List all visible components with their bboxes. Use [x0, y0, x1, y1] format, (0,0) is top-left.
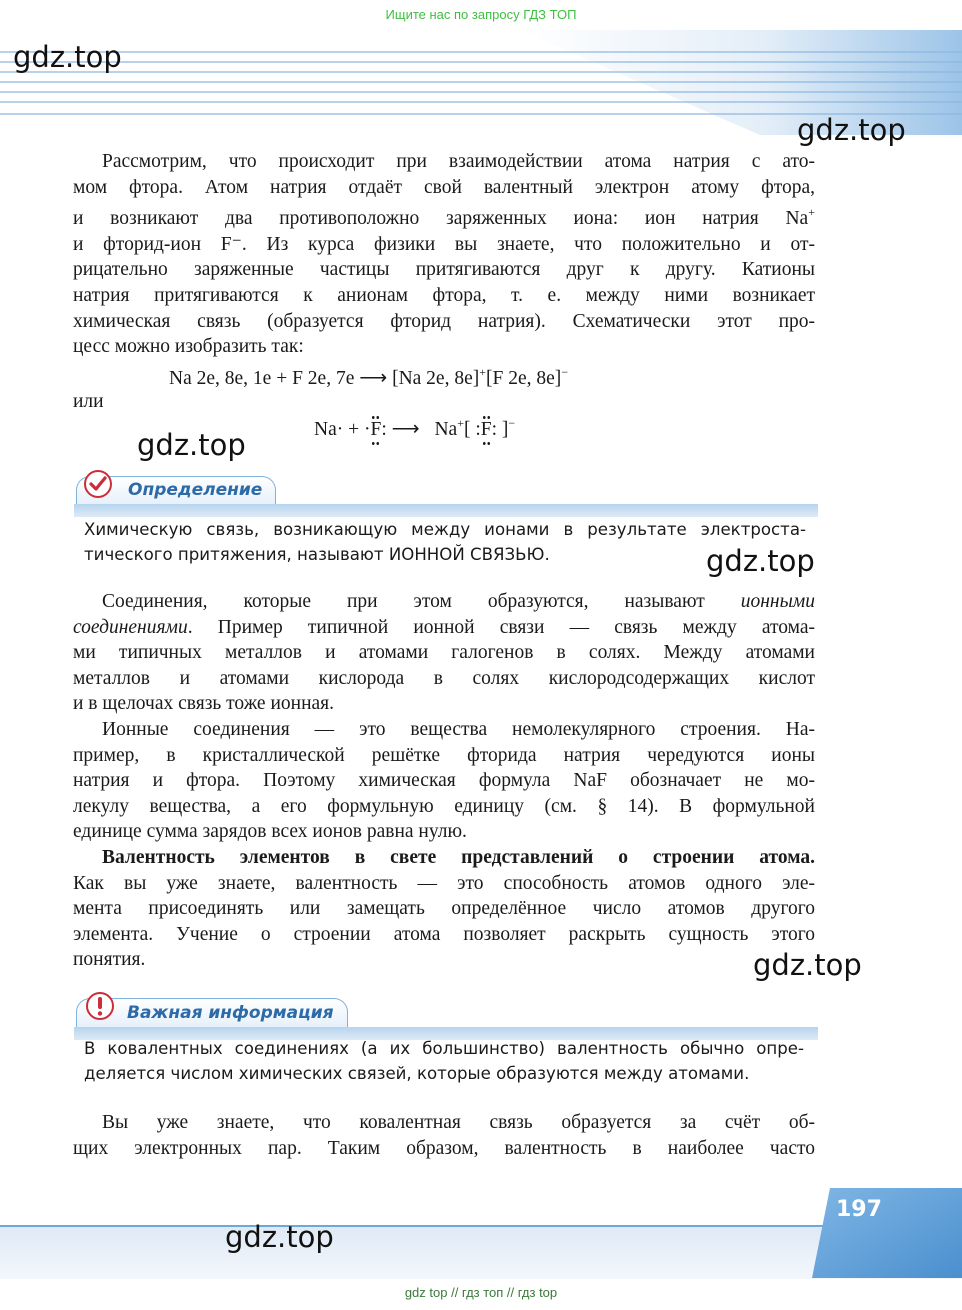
watermark: gdz.top [225, 1220, 334, 1254]
italic-term: соединениями [73, 616, 188, 638]
plus-sign: + [348, 419, 360, 440]
text-line: В ковалентных соединениях (а их большинство) валентность обычно опре- [84, 1039, 804, 1058]
fluoride-dot-structure: [ :F: ] [464, 419, 509, 440]
arrow-icon: ⟶ [359, 368, 388, 389]
page-number: 197 [836, 1197, 882, 1222]
equation-right-na: [Na 2e, 8e] [392, 368, 480, 389]
section-heading: Валентность элементов в свете представлений о строении атома. [102, 847, 815, 868]
text-line: понятия. [73, 949, 146, 971]
text-line: элемента. Учение о строении атома позволяет раскрыть сущность этого [73, 923, 815, 945]
text-line: натрия и фтора. Поэтому химическая формула NaF обозначает не мо- [73, 770, 815, 792]
important-title: Важная информация [127, 1003, 334, 1023]
text-line: единице сумма зарядов всех ионов равна нулю. [73, 821, 467, 843]
italic-term: ионными [740, 591, 815, 612]
text-line: цесс можно изобразить так: [73, 336, 304, 358]
text-line: Рассмотрим, что происходит при взаимодействии атома натрия с ато- [102, 151, 815, 172]
charge-sup: + [808, 205, 815, 220]
equation-left: Na 2e, 8e, 1e + F 2e, 7e [169, 368, 355, 389]
text-line: и в щелочах связь тоже ионная. [73, 693, 335, 715]
definition-text [84, 517, 806, 567]
paragraph-1 [73, 149, 815, 360]
text-line: ми типичных металлов и атомами галогенов в солях. Между атомами [73, 642, 815, 664]
text-line: деляется числом химических связей, которые образуются между атомами. [84, 1064, 750, 1083]
fluorine-dot-structure: ·F: [363, 419, 387, 440]
bottom-links: gdz top // гдз топ // гдз top [404, 1285, 558, 1300]
charge-sup: + [479, 365, 487, 379]
charge-sup: + [457, 416, 464, 430]
equation-electronic [169, 365, 568, 390]
text-line: и фторид-ион F⁻. Из курса физики вы знаете, что положительно и от- [73, 233, 815, 255]
paragraph-4 [73, 845, 815, 973]
watermark: gdz.top [13, 40, 122, 74]
text-line: рицательно заряженные частицы притягиваются друг к другу. Катионы [73, 259, 815, 281]
top-banner: Ищите нас по запросу ГДЗ ТОП [385, 7, 577, 22]
charge-sup: − [561, 365, 569, 379]
watermark: gdz.top [706, 544, 815, 578]
definition-title: Определение [128, 480, 263, 500]
text-line: тического притяжения, называют ИОННОЙ СВЯЗЬЮ. [84, 545, 550, 564]
text-line: щих электронных пар. Таким образом, валентность в наиболее часто [73, 1137, 815, 1159]
text-line: химическая связь (образуется фторид натрия). Схематически этот про- [73, 310, 815, 332]
text-line: металлов и атомами кислорода в солях кислородсодержащих кислот [73, 667, 815, 689]
paragraph-2: Соединения, которые при этом образуются, называют ионными соединениями. Пример типичной ионной связи — связь между атома- ми типичных металлов и атомами галогенов в солях. Между атомами металлов и атомами кислорода в солях кислородсодержащих кислот и в щелочах связь тоже ионная. [73, 589, 815, 717]
text-line: Ионные соединения — это вещества немолекулярного строения. На- [102, 719, 815, 740]
watermark: gdz.top [797, 113, 906, 147]
definition-bar [74, 504, 818, 517]
arrow-icon: ⟶ [391, 419, 420, 440]
text-line: Химическую связь, возникающую между ионами в результате электроста- [84, 520, 806, 539]
text-line: натрия притягиваются к анионам фтора, т. е. между ними возникает [73, 284, 815, 306]
important-text [84, 1036, 804, 1086]
text-line: Как вы уже знаете, валентность — это способность атомов одного эле- [73, 872, 815, 894]
page-number-tab [812, 1188, 962, 1278]
checkmark-icon [84, 470, 112, 498]
text-line: и возникают два противоположно заряженных иона: ион натрия Na [73, 208, 809, 230]
important-box [74, 992, 818, 1092]
text-line: мента присоединять или замещать определённое число атомов другого [73, 898, 815, 920]
charge-sup: − [508, 416, 516, 430]
na-ion: Na [434, 419, 458, 440]
paragraph-5 [73, 1110, 815, 1161]
exclamation-icon [86, 992, 114, 1020]
or-word: или [73, 391, 104, 412]
na-dot: Na· [314, 419, 344, 440]
equation-right-f: [F 2e, 8e] [486, 368, 562, 389]
text-line: пример, в кристаллической решётке фторида натрия чередуются ионы [73, 744, 815, 766]
watermark: gdz.top [137, 428, 246, 462]
text-line: мом фтора. Атом натрия отдаёт свой валентный электрон атому фтора, [73, 176, 815, 198]
text-line: Вы уже знаете, что ковалентная связь образуется за счёт об- [102, 1112, 815, 1133]
text-line: лекулу вещества, а его формульную единицу (см. § 14). В формульной [73, 795, 815, 817]
paragraph-3 [73, 717, 815, 845]
watermark: gdz.top [753, 948, 862, 982]
equation-lewis [314, 416, 515, 441]
